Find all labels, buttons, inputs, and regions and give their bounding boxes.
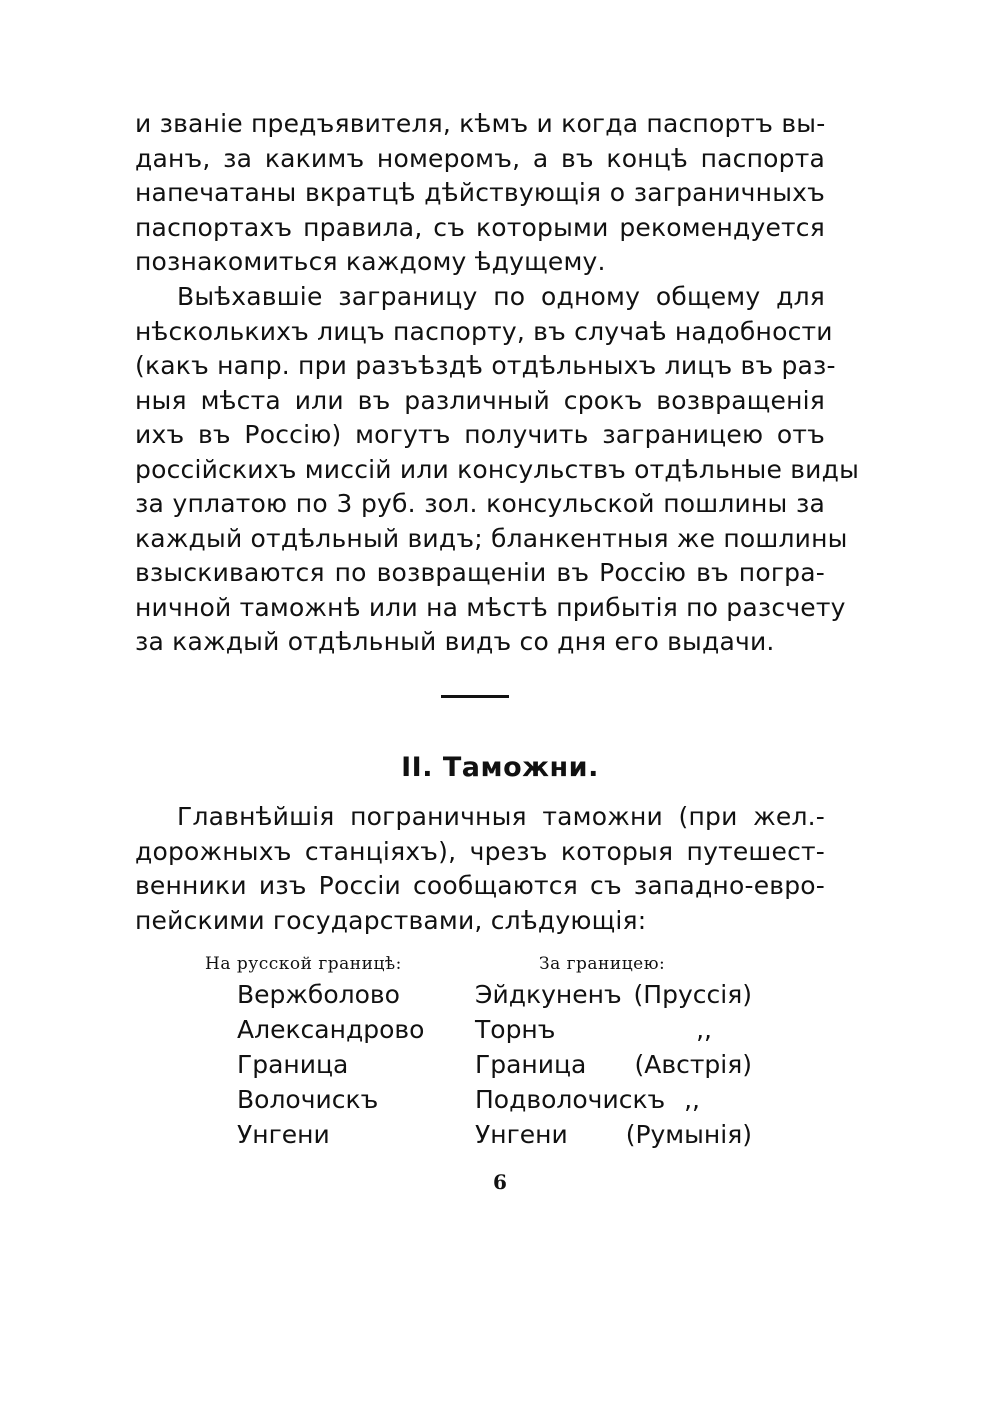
text-line: Выѣхавшіе заграницу по одному общему для [177, 282, 825, 311]
text-line: ихъ въ Россію) могутъ получить заграницею отъ [135, 420, 825, 449]
text-line: пейскими государствами, слѣдующія: [135, 905, 647, 935]
country: ,, [696, 1015, 712, 1044]
country: (Австрія) [634, 1050, 752, 1079]
page-number: 6 [493, 1170, 507, 1194]
text-line: ныя мѣста или въ различный срокъ возвращенія [135, 385, 825, 415]
text-line: Главнѣйшія пограничныя таможни (при жел.- [177, 802, 825, 831]
text-line: нѣсколькихъ лицъ паспорту, въ случаѣ надобности [135, 316, 833, 346]
russian-station: Граница [237, 1050, 349, 1079]
text-line: паспортахъ правила, съ которыми рекомендуется [135, 212, 825, 242]
text-line: венники изъ Россіи сообщаются съ западно-евро- [135, 871, 825, 900]
russian-station: Унгени [237, 1120, 330, 1149]
table-row [0, 1050, 1000, 1085]
paragraph-customs-intro [135, 800, 825, 938]
country: ,, [684, 1085, 700, 1114]
section-divider [441, 695, 509, 698]
russian-station: Волочискъ [237, 1085, 379, 1114]
text-line: напечатаны вкратцѣ дѣйствующія о заграничныхъ [135, 178, 825, 207]
text-line: россійскихъ миссій или консульствъ отдѣльные виды [135, 454, 860, 484]
text-line: познакомиться каждому ѣдущему. [135, 247, 606, 276]
paragraph-group-passport [135, 280, 860, 660]
text-line: ничной таможнѣ или на мѣстѣ прибытія по разсчету [135, 592, 846, 622]
russian-station: Александрово [237, 1015, 425, 1044]
table-row [0, 1015, 1000, 1050]
text-line: данъ, за какимъ номеромъ, а въ концѣ паспорта [135, 143, 825, 173]
section-title: II. Таможни. [401, 752, 599, 783]
text-line: дорожныхъ станціяхъ), чрезъ которыя путешест- [135, 836, 825, 866]
column-header-foreign: За границею: [539, 954, 666, 974]
russian-station: Вержболово [237, 980, 400, 1009]
text-line: за каждый отдѣльный видъ со дня его выдачи. [135, 627, 775, 656]
table-row [0, 1085, 1000, 1120]
column-header-russian: На русской границѣ: [205, 954, 402, 974]
table-row [0, 980, 1000, 1015]
text-line: и званіе предъявителя, кѣмъ и когда паспортъ вы- [135, 109, 826, 138]
country: (Румынія) [625, 1120, 752, 1149]
paragraph-passport-details [135, 107, 825, 280]
text-line: (какъ напр. при разъѣздѣ отдѣльныхъ лицъ въ раз- [135, 351, 836, 380]
foreign-station: Подволочискъ [475, 1085, 666, 1114]
foreign-station: Эйдкуненъ [475, 980, 622, 1009]
foreign-station: Унгени [475, 1120, 568, 1149]
text-line: взыскиваются по возвращеніи въ Россію въ погра- [135, 558, 825, 587]
foreign-station: Торнъ [475, 1015, 556, 1044]
table-row [0, 1120, 1000, 1155]
country: (Пруссія) [633, 980, 752, 1009]
text-line: за уплатою по 3 руб. зол. консульской пошлины за [135, 489, 825, 518]
text-line: каждый отдѣльный видъ; бланкентныя же пошлины [135, 523, 848, 553]
foreign-station: Граница [475, 1050, 587, 1079]
